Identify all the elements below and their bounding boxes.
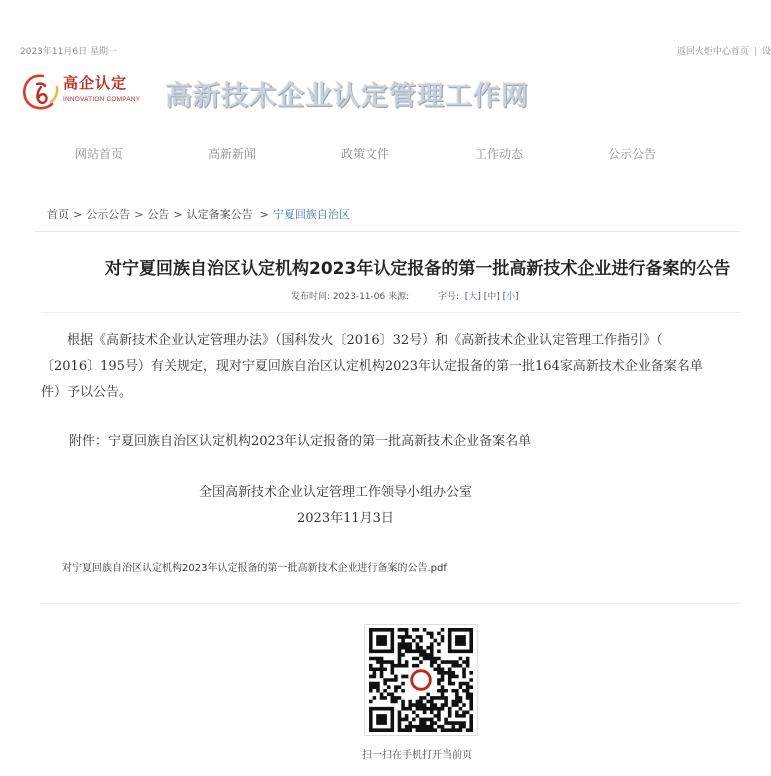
font-size-medium[interactable]: 中 xyxy=(487,292,497,302)
qr-code-icon xyxy=(369,628,473,732)
qr-caption: 扫一扫在手机打开当前页 xyxy=(362,750,472,761)
divider xyxy=(41,312,740,313)
article-meta xyxy=(291,289,519,302)
site-title: 高新技术企业认定管理工作网 xyxy=(165,81,529,112)
source-label: 来源: xyxy=(388,292,410,302)
logo[interactable] xyxy=(21,70,145,114)
font-size-large[interactable]: 大 xyxy=(468,292,478,302)
set-homepage-link[interactable]: 设 xyxy=(761,47,771,57)
paragraph-line: 根据《高新技术企业认定管理办法》（国科发火〔2016〕32号）和《高新技术企业认定管理工作指引》（ xyxy=(41,333,663,348)
breadcrumb-current[interactable]: 宁夏回族自治区 xyxy=(272,208,350,221)
top-bar xyxy=(0,0,771,112)
paragraph-line: 〔2016〕195号）有关规定，现对宁夏回族自治区认定机构2023年认定报备的第一批164家高新技术企业备案名单 xyxy=(41,359,703,374)
divider xyxy=(41,603,740,604)
breadcrumb-separator: > xyxy=(134,208,144,221)
nav-item-notice[interactable]: 公示公告 xyxy=(608,147,657,161)
divider xyxy=(35,231,740,232)
logo-emblem-icon xyxy=(21,72,61,112)
font-size-small[interactable]: 小 xyxy=(506,292,516,302)
breadcrumb-filing[interactable]: 认定备案公告 xyxy=(186,208,253,221)
font-size-control: 字号: [大] [中] [小] xyxy=(438,292,519,302)
breadcrumb xyxy=(47,206,350,222)
publish-date: 2023-11-06 xyxy=(332,292,386,302)
current-date: 2023年11月6日 星期一 xyxy=(20,47,117,57)
nav-item-news[interactable]: 高新新闻 xyxy=(208,147,257,161)
logo-text: 高企认定 xyxy=(63,74,128,92)
article-paragraph xyxy=(41,328,741,406)
attachment-line: 附件：宁夏回族自治区认定机构2023年认定报备的第一批高新技术企业备案名单 xyxy=(69,434,532,449)
breadcrumb-separator: > xyxy=(173,208,183,221)
nav-item-policy[interactable]: 政策文件 xyxy=(341,147,390,161)
nav-item-home[interactable]: 网站首页 xyxy=(75,147,124,161)
main-nav xyxy=(0,145,771,165)
qr-code xyxy=(364,624,478,736)
article-title: 对宁夏回族自治区认定机构2023年认定报备的第一批高新技术企业进行备案的公告 xyxy=(105,259,731,279)
breadcrumb-separator: > xyxy=(73,208,83,221)
top-links xyxy=(677,44,771,57)
breadcrumb-home[interactable]: 首页 xyxy=(47,208,69,221)
breadcrumb-separator: > xyxy=(259,208,269,221)
breadcrumb-announcement[interactable]: 公告 xyxy=(147,208,170,221)
font-size-label: 字号: xyxy=(438,292,460,302)
breadcrumb-notices[interactable]: 公示公告 xyxy=(86,208,131,221)
link-separator: | xyxy=(753,47,757,57)
paragraph-line: 件）予以公告。 xyxy=(41,385,133,400)
signature-org: 全国高新技术企业认定管理工作领导小组办公室 xyxy=(199,485,473,500)
back-home-link[interactable]: 返回火炬中心首页 xyxy=(676,47,749,57)
signature-date: 2023年11月3日 xyxy=(297,511,394,526)
logo-subtext: INNOVATION COMPANY xyxy=(63,96,141,103)
nav-item-work[interactable]: 工作动态 xyxy=(475,147,524,161)
publish-label: 发布时间: xyxy=(291,292,331,302)
pdf-attachment-link[interactable]: 对宁夏回族自治区认定机构2023年认定报备的第一批高新技术企业进行备案的公告.pdf xyxy=(62,563,447,574)
